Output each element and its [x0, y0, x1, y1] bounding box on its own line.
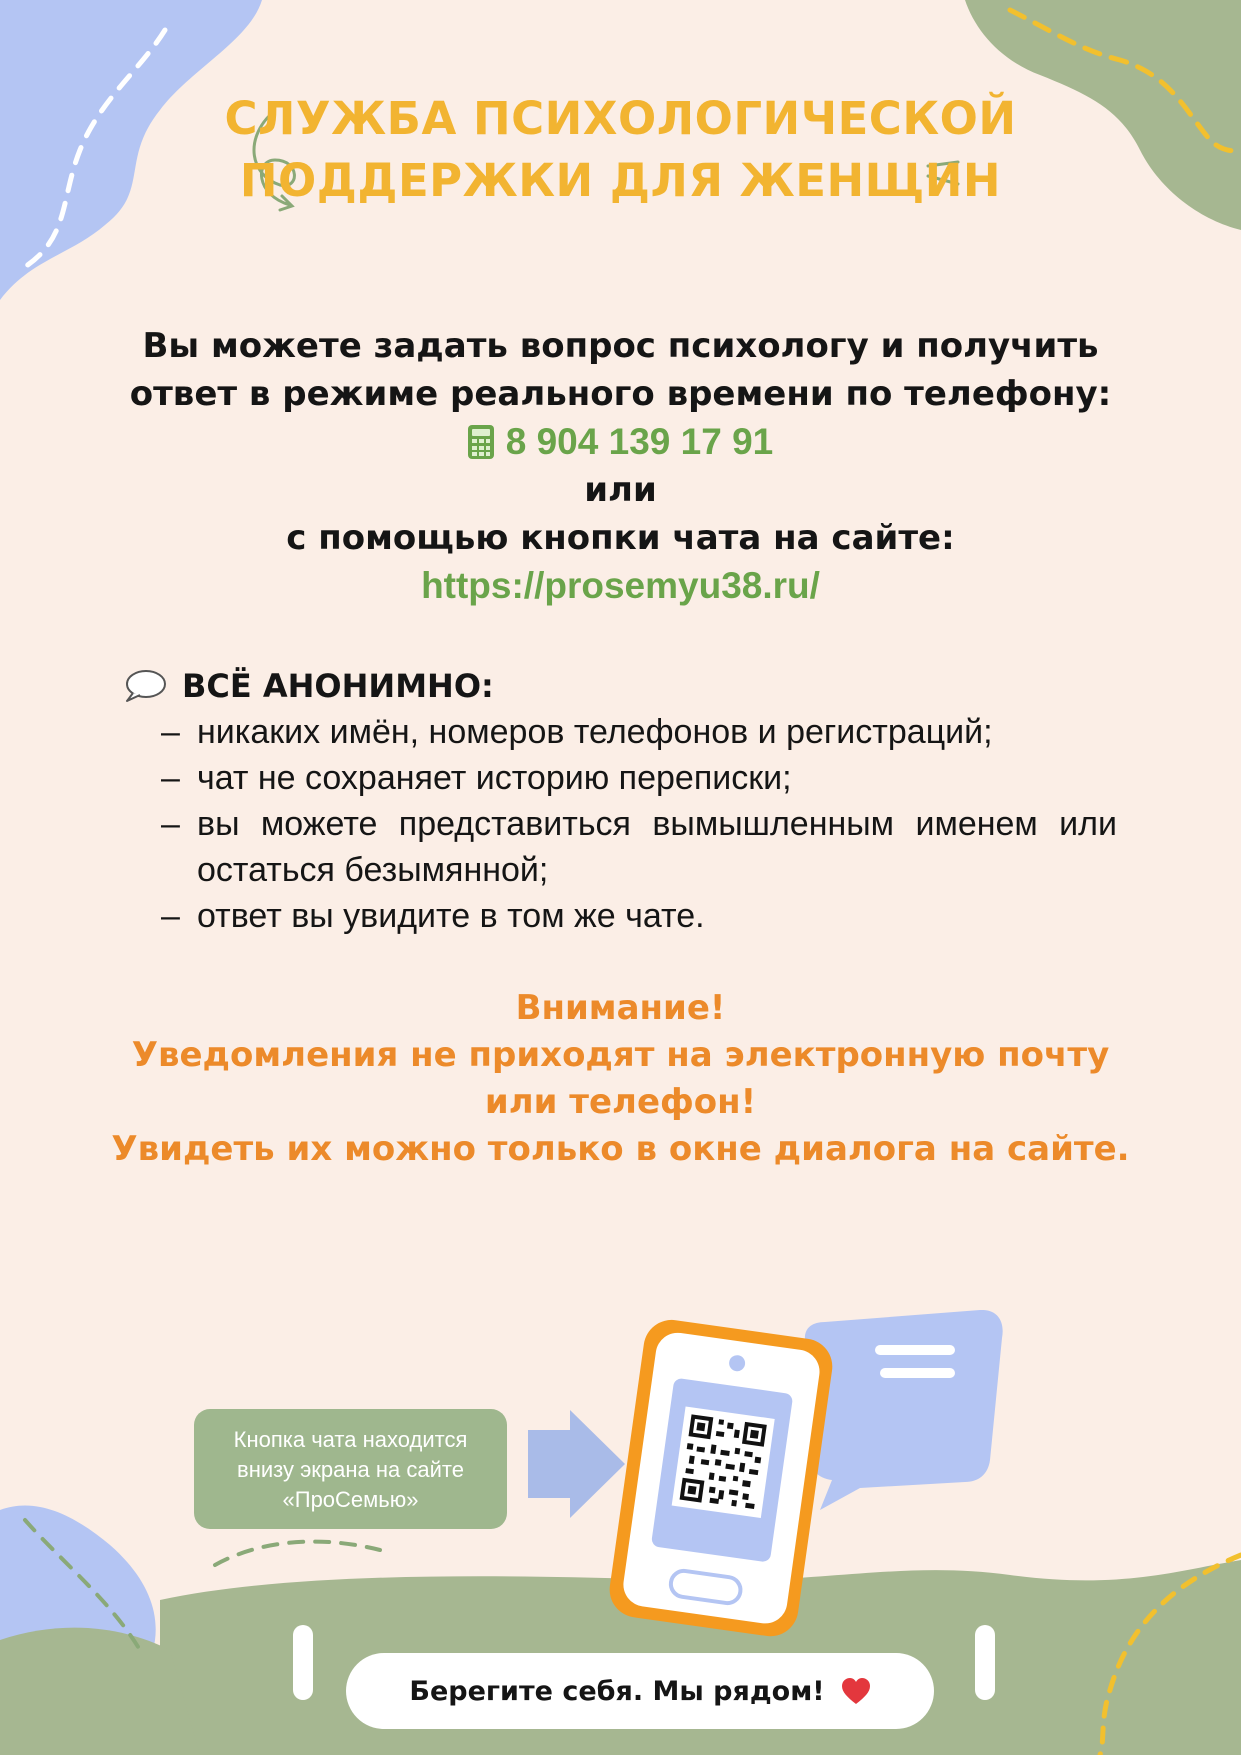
chat-note-line: «ПроСемью» — [282, 1487, 419, 1512]
intro-line: ответ в режиме реального времени по телефону: — [129, 374, 1112, 414]
qr-code — [675, 1410, 771, 1515]
attention-line: Уведомления не приходят на электронную почту — [131, 1035, 1110, 1075]
list-item — [124, 893, 1117, 939]
title-line: ПОДДЕРЖКИ ДЛЯ ЖЕНЩИН — [239, 154, 1002, 207]
footer-banner — [346, 1653, 934, 1729]
footer-text: Берегите себя. Мы рядом! — [409, 1675, 825, 1707]
list-dash: – — [161, 759, 180, 797]
chat-note-line: Кнопка чата находится — [233, 1427, 468, 1452]
list-item — [124, 801, 1117, 893]
list-item-text: чат не сохраняет историю переписки; — [197, 759, 792, 797]
anonymous-list — [124, 709, 1124, 939]
anonymous-heading: ВСЁ АНОНИМНО: — [182, 667, 494, 705]
arrow-right-icon — [528, 1410, 625, 1518]
phone-illustration — [520, 1310, 1020, 1650]
title-line: СЛУЖБА ПСИХОЛОГИЧЕСКОЙ — [224, 92, 1017, 145]
list-dash: – — [161, 897, 180, 935]
list-item — [124, 709, 1117, 755]
list-item-text: ответ вы увидите в том же чате. — [197, 897, 705, 935]
attention-heading: Внимание! — [515, 988, 726, 1028]
heart-icon — [841, 1678, 871, 1705]
list-item — [124, 755, 1117, 801]
intro-block — [60, 322, 1181, 610]
list-item-text: вы можете представиться вымышленным именем или остаться безымянной; — [197, 805, 1117, 889]
or-text: или — [584, 470, 657, 510]
chat-note-line: внизу экрана на сайте — [237, 1457, 464, 1482]
phone-number[interactable]: 8 904 139 17 91 — [505, 421, 774, 462]
anonymous-section — [124, 663, 1124, 939]
chat-line: с помощью кнопки чата на сайте: — [286, 518, 955, 558]
page-title — [0, 88, 1241, 212]
attention-block — [60, 985, 1181, 1173]
phone-number-line[interactable] — [60, 418, 1181, 466]
anonymous-heading-row — [124, 663, 1124, 709]
attention-line: или телефон! — [484, 1082, 757, 1122]
calculator-icon — [468, 425, 494, 459]
website-link[interactable]: https://prosemyu38.ru/ — [421, 565, 820, 606]
intro-line: Вы можете задать вопрос психологу и получить — [142, 326, 1099, 366]
list-dash: – — [161, 713, 180, 751]
list-item-text: никаких имён, номеров телефонов и регистраций; — [197, 713, 993, 751]
list-dash: – — [161, 805, 180, 843]
speech-bubble-illustration — [805, 1310, 1003, 1510]
attention-line: Увидеть их можно только в окне диалога на сайте. — [111, 1129, 1130, 1169]
chat-button-note — [194, 1409, 507, 1529]
speech-bubble-icon — [124, 669, 166, 703]
